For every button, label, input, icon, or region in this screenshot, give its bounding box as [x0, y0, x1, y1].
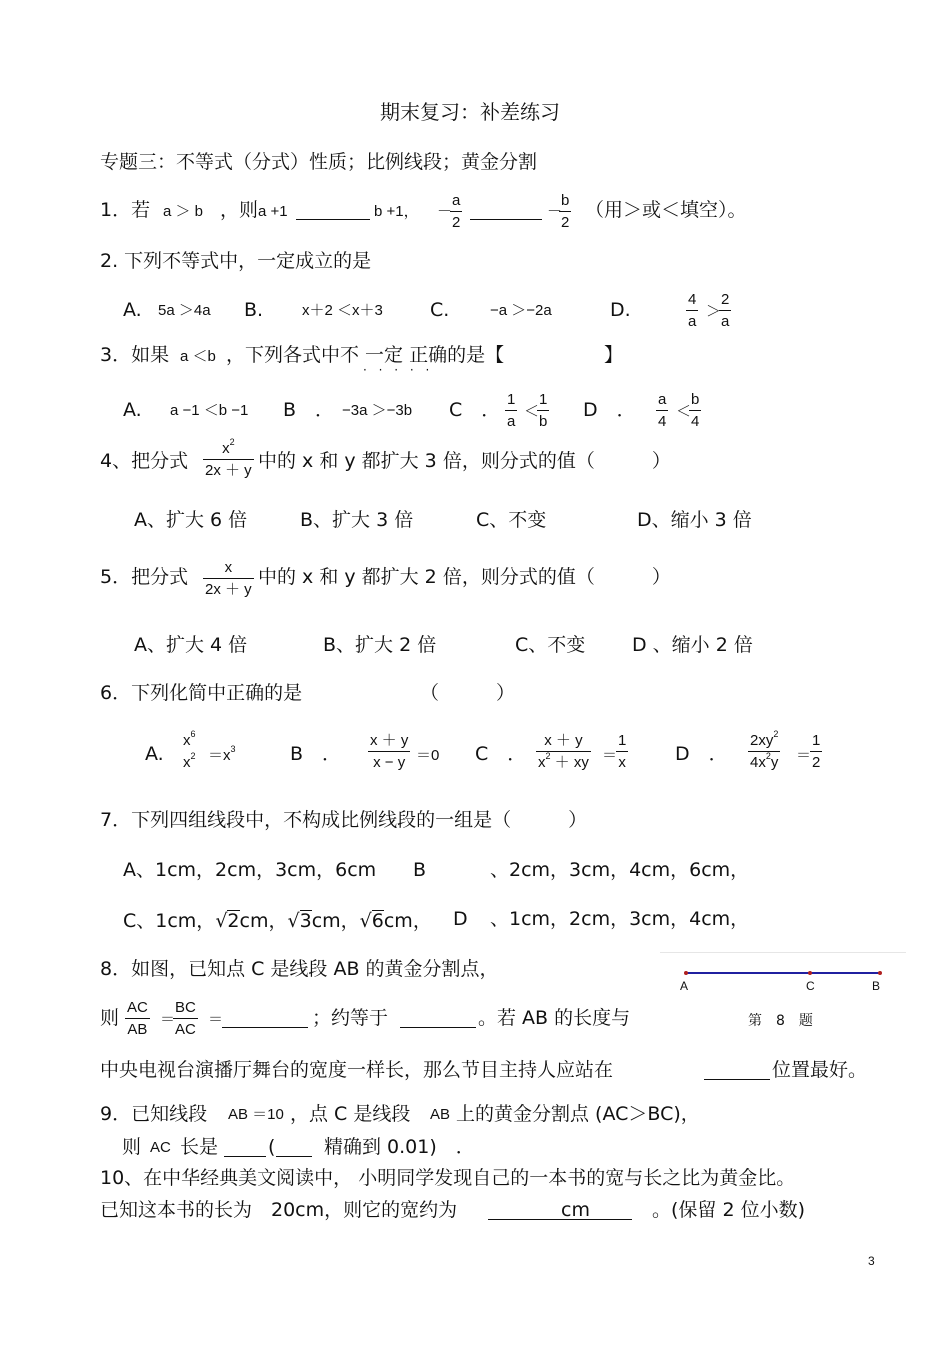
q6-option-b-label[interactable]: B ． [290, 743, 342, 765]
q8-frac-ac-ab: $\frac{AC}{AB}$ [127, 999, 148, 1038]
q3-condition: a ＜b [180, 348, 216, 365]
q3-option-a-expr: a −1 ＜b −1 [170, 402, 249, 419]
q9-blank-2[interactable] [276, 1138, 312, 1157]
q6-a-result: $=x^3$ [208, 744, 236, 764]
q9-ac: AC [150, 1139, 171, 1156]
q9-line2-tail: 精确到 0.01) ． [324, 1136, 475, 1158]
q1-minus-1: － [437, 203, 453, 220]
q4-option-d[interactable]: D、缩小 3 倍 [637, 509, 752, 531]
q1-hint: （用＞或＜填空）。 [585, 199, 747, 221]
q7-option-c[interactable]: C、1cm，√2cm，√3cm，√6cm， [123, 910, 432, 932]
q9-blank[interactable] [224, 1138, 266, 1157]
q2-option-b-label[interactable]: B. [244, 299, 264, 321]
q3-option-b-expr: −3a ＞−3b [342, 402, 413, 419]
q3-c-frac-1: $\frac{1}{a}$ [507, 391, 516, 430]
q8-blank-3[interactable] [704, 1061, 770, 1080]
q2-option-b-expr: x＋2 ＜x＋3 [302, 302, 383, 319]
q8-eq-1: ＝ [160, 1011, 176, 1028]
topic-heading: 专题三：不等式（分式）性质；比例线段；黄金分割 [100, 151, 538, 173]
q6-d-fraction: $\frac{2xy^2}{4x^2y}$ [750, 729, 779, 771]
q3-option-d-label[interactable]: D ． [583, 399, 636, 421]
q1-minus-2: － [547, 203, 563, 220]
page-title: 期末复习：补差练习 [380, 100, 560, 124]
q1-frac-a: $\frac{a}{2}$ [452, 192, 461, 231]
q10-unit: cm [561, 1199, 590, 1221]
q3-option-a-label[interactable]: A. [123, 399, 142, 421]
q3-emphasis-dots: · · · · · [363, 363, 434, 377]
q6-d-result: $\frac{1}{2}$ [812, 732, 821, 771]
q7-option-d-text: 、1cm，2cm，3cm，4cm， [490, 908, 750, 930]
point-a-dot [684, 971, 688, 975]
q3-c-frac-2: $\frac{1}{b}$ [539, 391, 548, 430]
q2-d-frac-2: $\frac{2}{a}$ [721, 291, 730, 330]
q9-tail: 上的黄金分割点 (AC＞BC)， [456, 1103, 700, 1125]
q6-a-fraction: $x^6$ $x^2$ [183, 729, 196, 771]
figure-top-border [660, 952, 906, 953]
q1-condition: a ＞ b [163, 203, 204, 220]
q8-line-3-tail: 位置最好。 [772, 1059, 868, 1081]
q8-mid: ；约等于 [312, 1007, 389, 1029]
q9-ab: AB [430, 1106, 451, 1123]
q9-line2-mid: 长是 [180, 1136, 219, 1158]
q6-option-c-label[interactable]: C ． [475, 743, 527, 765]
q6-option-a-label[interactable]: A. [145, 743, 164, 765]
q8-blank-1[interactable] [222, 1009, 308, 1028]
q6-stem: 6．下列化简中正确的是 [100, 682, 303, 704]
q1-frac-b: $\frac{b}{2}$ [561, 192, 570, 231]
q8-lead: 则 [100, 1007, 120, 1029]
q2-option-d-label[interactable]: D. [610, 299, 631, 321]
q4-option-c[interactable]: C、不变 [476, 509, 547, 531]
q8-line-1: 8．如图，已知点 C 是线段 AB 的黄金分割点， [100, 958, 499, 980]
q2-d-gt: ＞ [706, 303, 722, 320]
point-c-label: C [806, 979, 815, 993]
q1-lead: 1．若 [100, 199, 151, 221]
q5-option-c[interactable]: C、不变 [515, 634, 586, 656]
q9-mid: ，点 C 是线段 [290, 1103, 411, 1125]
q6-b-fraction: $\frac{x + y}{x - y}$ [370, 732, 409, 771]
q8-eq-2: ＝ [208, 1011, 224, 1028]
q3-lead: 3．如果 [100, 344, 170, 366]
q8-blank-2[interactable] [400, 1009, 476, 1028]
q4-option-b[interactable]: B、扩大 3 倍 [300, 509, 414, 531]
q5-fraction: $\frac{x}{2x + y}$ [205, 559, 252, 598]
q7-option-b-label[interactable]: B [413, 859, 427, 881]
q2-d-frac-1: $\frac{4}{a}$ [688, 291, 697, 330]
q9-line2-lead: 则 [122, 1136, 142, 1158]
q2-option-c-label[interactable]: C. [430, 299, 450, 321]
q10-line-2-tail: 。(保留 2 位小数) [652, 1199, 805, 1221]
q5-option-a[interactable]: A、扩大 4 倍 [134, 634, 248, 656]
q1-blank-2[interactable] [470, 201, 542, 220]
q7-option-d-label[interactable]: D [453, 908, 468, 930]
q10-line-2: 已知这本书的长为 20cm，则它的宽约为 [100, 1199, 458, 1221]
q2-option-c-expr: −a ＞−2a [490, 302, 552, 319]
segment-ab-line [686, 972, 880, 974]
q3-option-b-label[interactable]: B ． [283, 399, 335, 421]
q4-lead: 4、把分式 [100, 450, 189, 472]
q6-b-result: ＝0 [416, 747, 440, 764]
q5-option-b[interactable]: B、扩大 2 倍 [323, 634, 437, 656]
q3-bracket-close: 】 [604, 344, 624, 366]
q2-option-a-expr: 5a ＞4a [158, 302, 211, 319]
q4-fraction: $\frac{x^2}{2x + y}$ [205, 437, 252, 479]
q5-option-d[interactable]: D 、缩小 2 倍 [632, 634, 753, 656]
q6-d-eq: ＝ [796, 747, 812, 764]
q8-line-3: 中央电视台演播厅舞台的宽度一样长，那么节目主持人应站在 [100, 1059, 614, 1081]
q1-expr-a: a +1 [258, 203, 288, 220]
point-a-label: A [680, 979, 689, 993]
q3-option-c-label[interactable]: C ． [449, 399, 501, 421]
q6-option-d-label[interactable]: D ． [675, 743, 728, 765]
q3-c-lt: ＜ [524, 403, 540, 420]
q2-stem: 2. 下列不等式中，一定成立的是 [100, 250, 372, 272]
q10-blank[interactable] [488, 1201, 632, 1220]
q1-expr-b: b +1， [374, 203, 419, 220]
point-b-label: B [872, 979, 881, 993]
q4-option-a[interactable]: A、扩大 6 倍 [134, 509, 248, 531]
q1-blank-1[interactable] [296, 201, 370, 220]
figure-caption: 第 8 题 [748, 1013, 813, 1029]
q7-stem: 7．下列四组线段中，不构成比例线段的一组是（ ） [100, 809, 588, 831]
q8-figure [660, 952, 908, 1037]
q3-d-frac-1: $\frac{a}{4}$ [658, 391, 667, 430]
q3-d-frac-2: $\frac{b}{4}$ [691, 391, 700, 430]
q6-c-fraction: $\frac{x + y}{x^2 + xy}$ [538, 732, 589, 771]
q5-lead: 5．把分式 [100, 566, 189, 588]
q9-lead: 9．已知线段 [100, 1103, 208, 1125]
point-c-dot [808, 971, 812, 975]
point-b-dot [878, 971, 882, 975]
page-number: 3 [868, 1254, 875, 1268]
q8-tail: 。若 AB 的长度与 [478, 1007, 631, 1029]
q6-c-eq: ＝ [602, 747, 618, 764]
q3-stem: ，下列各式中不 一定 正确的是【 [226, 344, 505, 366]
q2-option-a-label[interactable]: A. [123, 299, 142, 321]
q9-open-paren: ( [268, 1136, 276, 1158]
q6-answer-paren: （ ） [420, 682, 516, 704]
q4-tail: 中的 x 和 y 都扩大 3 倍，则分式的值（ ） [258, 450, 671, 472]
q9-ab-value: AB ＝10 [228, 1106, 284, 1123]
q8-frac-bc-ac: $\frac{BC}{AC}$ [175, 999, 196, 1038]
q7-option-b-text: 、2cm，3cm，4cm，6cm， [490, 859, 750, 881]
q7-option-a[interactable]: A、1cm，2cm，3cm，6cm [123, 859, 377, 881]
q1-then: ，则 [220, 199, 259, 221]
q6-c-result: $\frac{1}{x}$ [618, 732, 627, 771]
q5-tail: 中的 x 和 y 都扩大 2 倍，则分式的值（ ） [258, 566, 671, 588]
q3-d-lt: ＜ [676, 403, 692, 420]
q10-line-1: 10、在中华经典美文阅读中， 小明同学发现自己的一本书的宽与长之比为黄金比。 [100, 1167, 796, 1189]
